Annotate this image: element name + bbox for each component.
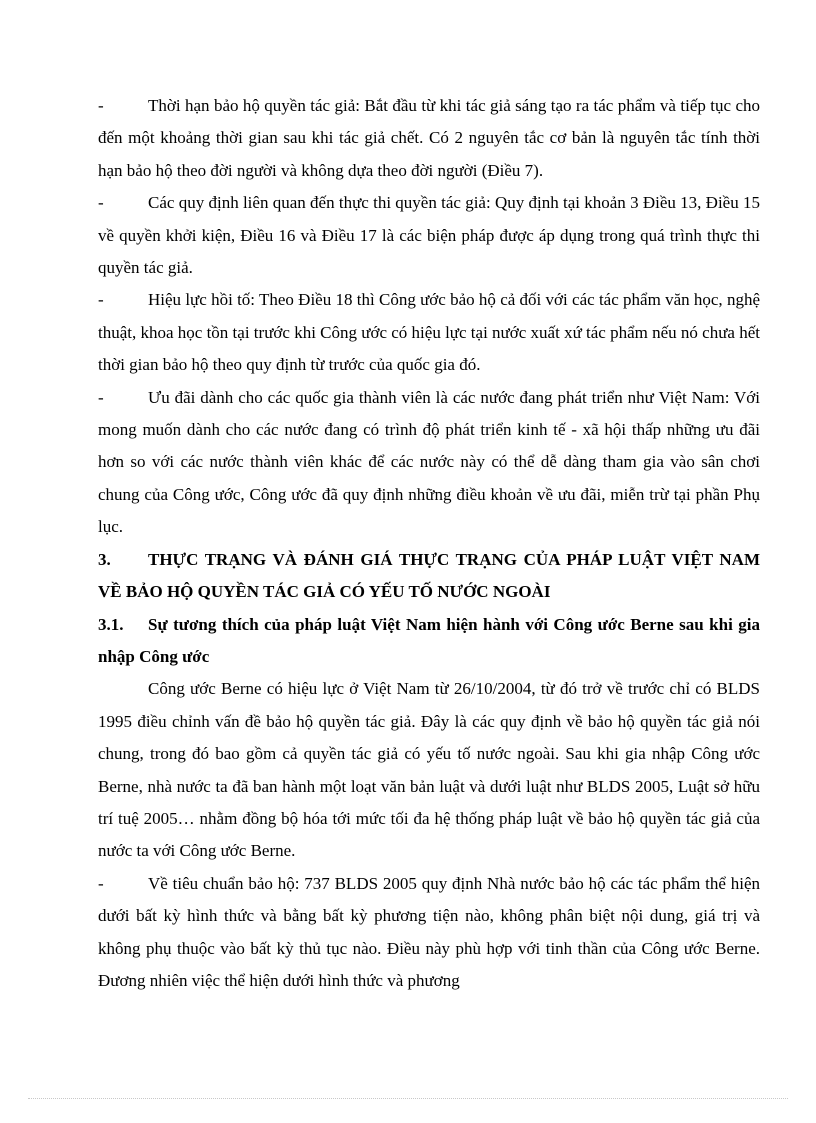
page-bottom-divider (28, 1098, 788, 1099)
bullet-paragraph (98, 382, 760, 544)
section-number: 3. (98, 549, 111, 569)
bullet-paragraph (98, 187, 760, 284)
body-paragraph: Công ước Berne có hiệu lực ở Việt Nam từ 26/10/2004, từ đó trở về trước chỉ có BLDS 1995 điều chỉnh vấn đề bảo hộ quyền tác giả. Đây là các quy định về bảo hộ quyền tác giả nói chung, trong đó bao gồm cả quyền tác giả có yếu tố nước ngoài. Sau khi gia nhập Công ước Berne, nhà nước ta đã ban hành một loạt văn bản luật và dưới luật như BLDS 2005, Luật sở hữu trí tuệ 2005… nhằm đồng bộ hóa tới mức tối đa hệ thống pháp luật về bảo hộ quyền tác giả của nước ta với Công ước Berne. (98, 679, 760, 861)
bullet-text: Về tiêu chuẩn bảo hộ: 737 BLDS 2005 quy định Nhà nước bảo hộ các tác phẩm thể hiện dưới bất kỳ hình thức và bằng bất kỳ phương tiện nào, không phân biệt nội dung, giá trị và không phụ thuộc vào bất kỳ thủ tục nào. Điều này phù hợp với tinh thần của Công ước Berne. Đương nhiên việc thể hiện dưới hình thức và phương (98, 873, 760, 990)
bullet-text: Ưu đãi dành cho các quốc gia thành viên là các nước đang phát triển như Việt Nam: Với mong muốn dành cho các nước đang có trình độ phát triển kinh tế - xã hội thấp những ưu đãi hơn so với các nước thành viên khác để các nước này có thể dễ dàng tham gia vào sân chơi chung của Công ước, Công ước đã quy định những điều khoản về ưu đãi, miễn trừ tại phần Phụ lục. (98, 387, 760, 537)
bullet-marker: - (98, 387, 104, 407)
subsection-number: 3.1. (98, 614, 124, 634)
bullet-marker: - (98, 873, 104, 893)
subsection-heading (98, 609, 760, 674)
bullet-text: Hiệu lực hồi tố: Theo Điều 18 thì Công ước bảo hộ cả đối với các tác phẩm văn học, nghệ thuật, khoa học tồn tại trước khi Công ước có hiệu lực tại nước xuất xứ tác phẩm nếu nó chưa hết thời gian bảo hộ theo quy định từ trước của quốc gia đó. (98, 290, 760, 375)
bullet-paragraph (98, 90, 760, 187)
bullet-marker: - (98, 193, 104, 213)
subsection-title: Sự tương thích của pháp luật Việt Nam hiện hành với Công ước Berne sau khi gia nhập Công ước (98, 614, 760, 666)
bullet-text: Các quy định liên quan đến thực thi quyền tác giả: Quy định tại khoản 3 Điều 13, Điều 15 về quyền khởi kiện, Điều 16 và Điều 17 là các biện pháp được áp dụng trong quá trình thực thi quyền tác giả. (98, 193, 760, 278)
section-title: THỰC TRẠNG VÀ ĐÁNH GIÁ THỰC TRẠNG CỦA PHÁP LUẬT VIỆT NAM VỀ BẢO HỘ QUYỀN TÁC GIẢ CÓ YẾU TỐ NƯỚC NGOÀI (98, 549, 760, 602)
section-heading (98, 544, 760, 609)
bullet-paragraph (98, 284, 760, 381)
document-body (98, 90, 760, 997)
bullet-marker: - (98, 96, 104, 115)
bullet-marker: - (98, 290, 104, 310)
bullet-text: Thời hạn bảo hộ quyền tác giả: Bắt đầu từ khi tác giả sáng tạo ra tác phẩm và tiếp tục cho đến một khoảng thời gian sau khi tác giả chết. Có 2 nguyên tắc cơ bản là nguyên tắc tính thời hạn bảo hộ theo đời người và không dựa theo đời người (Điều 7). (98, 96, 760, 180)
bullet-paragraph (98, 868, 760, 998)
